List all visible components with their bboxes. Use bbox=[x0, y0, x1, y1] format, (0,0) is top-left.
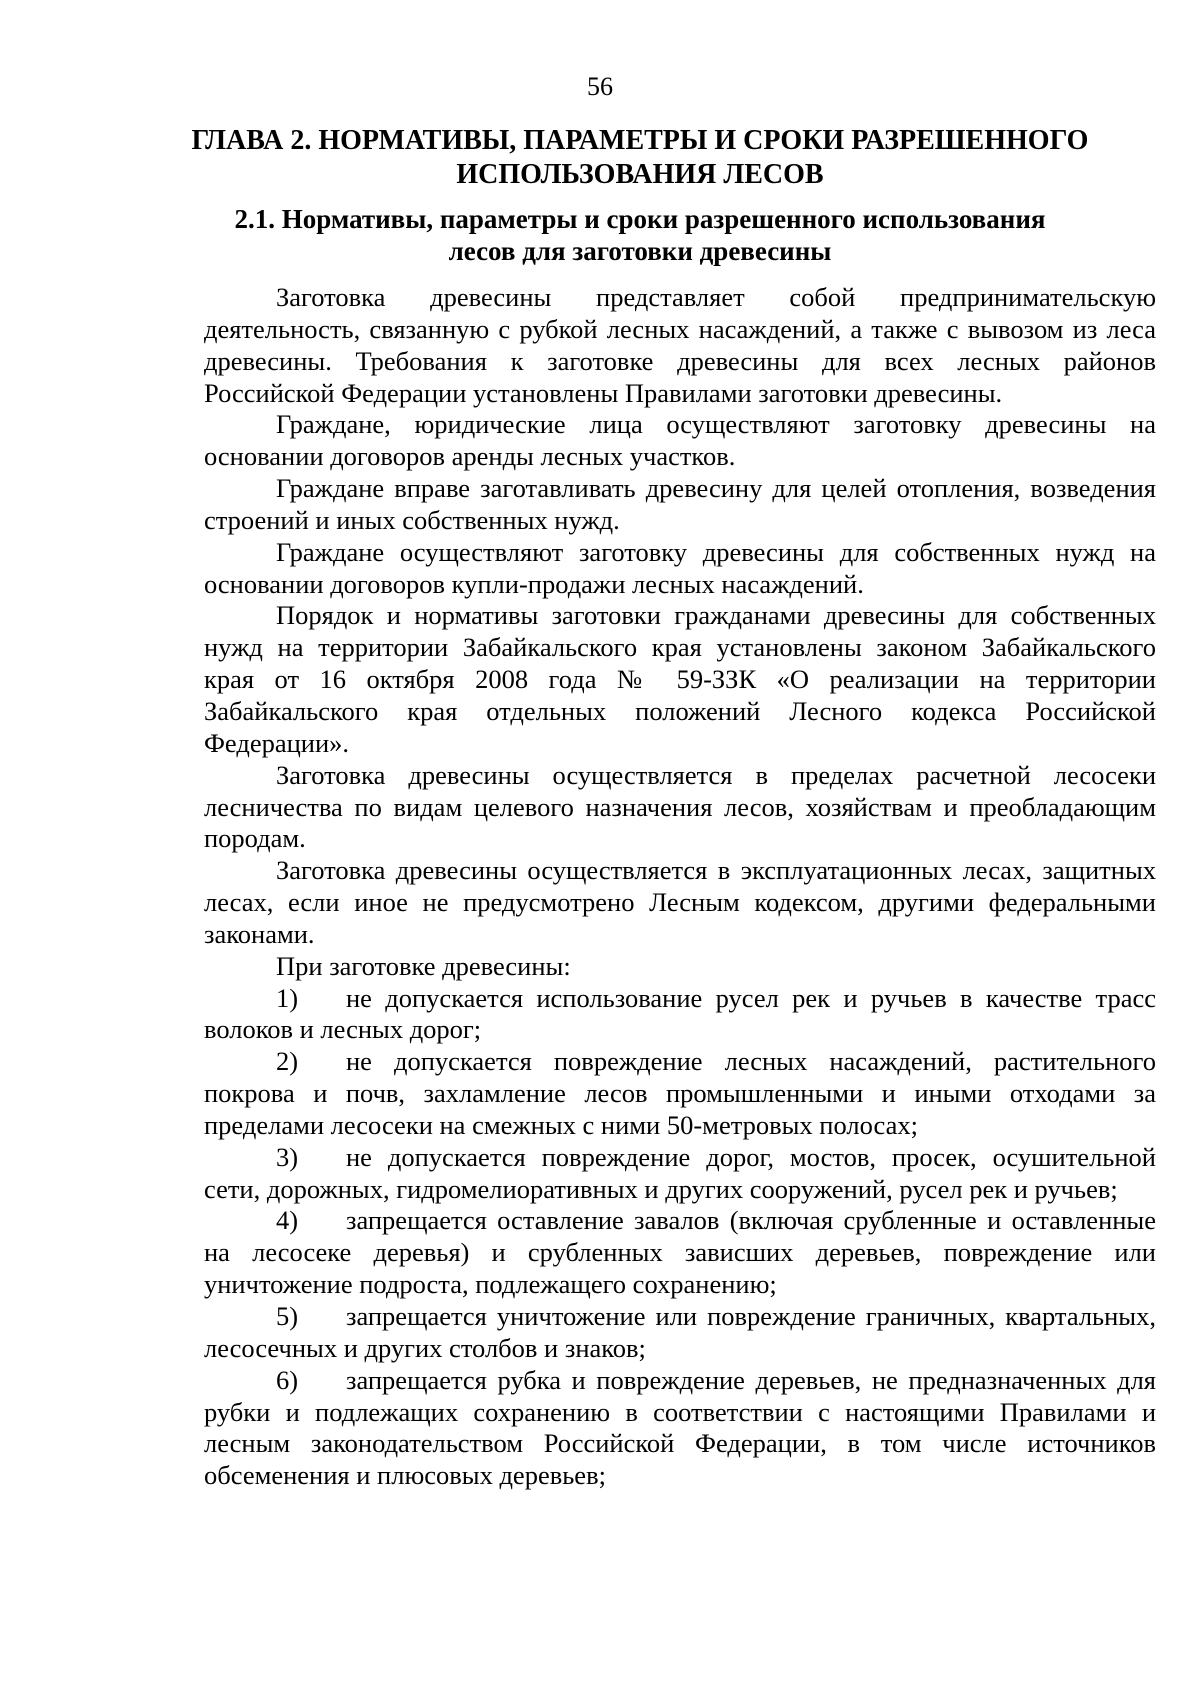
list-item-text: не допускается повреждение лесных насаждений, растительного покрова и почв, захламление лесов промышленными и иными отходами за пределами лесосеки на смежных с ними 50-метровых полосах; bbox=[204, 1046, 1156, 1140]
list-item-text: не допускается использование русел рек и ручьев в качестве трасс волоков и лесных дорог; bbox=[204, 982, 1156, 1045]
paragraph: Заготовка древесины осуществляется в пределах расчетной лесосеки лесничества по видам целевого назначения лесов, хозяйствам и преобладающим породам. bbox=[204, 759, 1156, 854]
list-item-text: запрещается рубка и повреждение деревьев, не предназначенных для рубки и подлежащих сохранению в соответствии с настоящими Правилами и лесным законодательством Российской Федерации, в том числе источников обсеменения и плюсовых деревьев; bbox=[204, 1364, 1156, 1491]
paragraph: Порядок и нормативы заготовки гражданами древесины для собственных нужд на территории Забайкальского края установлены законом Забайкальского края от 16 октября 2008 года № 59-ЗЗК «О реализации на территории Забайкальского края отдельных положений Лесного кодекса Российской Федерации». bbox=[204, 600, 1156, 758]
list-item-number: 1) bbox=[276, 982, 299, 1013]
paragraph: Заготовка древесины осуществляется в эксплуатационных лесах, защитных лесах, если иное не предусмотрено Лесным кодексом, другими федеральными законами. bbox=[204, 855, 1156, 949]
list-item-text: запрещается оставление завалов (включая срубленные и оставленные на лесосеке деревья) и срубленных зависших деревьев, повреждение или уничтожение подроста, подлежащего сохранению; bbox=[204, 1205, 1156, 1300]
paragraph: Граждане осуществляют заготовку древесины для собственных нужд на основании договоров купли-продажи лесных насаждений. bbox=[204, 536, 1156, 599]
paragraph: Заготовка древесины представляет собой предпринимательскую деятельность, связанную с рубкой лесных насаждений, а также с вывозом из леса древесины. Требования к заготовке древесины для всех лесных районов Российской Федерации установлены Правилами заготовки древесины. bbox=[204, 282, 1156, 408]
list-item-text: запрещается уничтожение или повреждение граничных, квартальных, лесосечных и других столбов и знаков; bbox=[204, 1301, 1156, 1363]
paragraph: Граждане вправе заготавливать древесину для целей отопления, возведения строений и иных собственных нужд. bbox=[204, 473, 1156, 535]
page-number: 56 bbox=[587, 72, 613, 101]
list-item bbox=[204, 1365, 1156, 1492]
list-item-text: не допускается повреждение дорог, мостов, просек, осушительной сети, дорожных, гидромелиоративных и других сооружений, русел рек и ручьев; bbox=[204, 1141, 1156, 1204]
document-body bbox=[204, 282, 1156, 1492]
paragraph: При заготовке древесины: bbox=[276, 950, 571, 981]
chapter-title: ГЛАВА 2. НОРМАТИВЫ, ПАРАМЕТРЫ И СРОКИ РАЗРЕШЕННОГО ИСПОЛЬЗОВАНИЯ ЛЕСОВ bbox=[191, 125, 1089, 190]
list-item-number: 6) bbox=[276, 1364, 299, 1395]
list-item bbox=[204, 1301, 1156, 1365]
list-item bbox=[204, 983, 1156, 1047]
list-item-number: 3) bbox=[276, 1141, 299, 1172]
list-item-number: 2) bbox=[276, 1046, 299, 1077]
list-item bbox=[204, 1142, 1156, 1206]
paragraph: Граждане, юридические лица осуществляют заготовку древесины на основании договоров аренды лесных участков. bbox=[204, 409, 1156, 472]
list-item bbox=[204, 1046, 1156, 1142]
list-item bbox=[204, 1205, 1156, 1301]
list-item-number: 5) bbox=[276, 1301, 299, 1331]
list-item-number: 4) bbox=[276, 1205, 299, 1236]
section-title: 2.1. Нормативы, параметры и сроки разрешенного использования лесов для заготовки древесины bbox=[234, 204, 1046, 266]
